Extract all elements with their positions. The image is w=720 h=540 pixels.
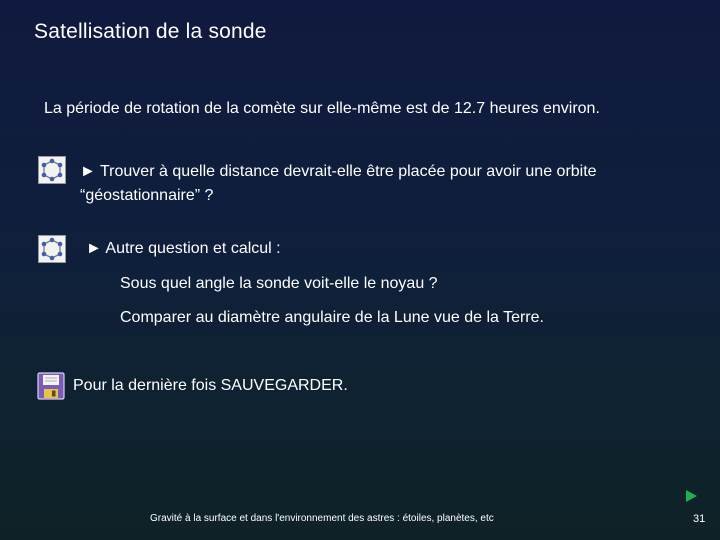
floppy-disk-icon[interactable] xyxy=(37,372,65,400)
footer-text: Gravité à la surface et dans l'environnement des astres : étoiles, planètes, etc xyxy=(150,513,494,524)
question-1-line-2: “géostationnaire” ? xyxy=(80,187,214,204)
geometry-tool-icon[interactable] xyxy=(38,156,66,184)
geometry-tool-icon[interactable] xyxy=(38,235,66,263)
next-arrow-icon[interactable] xyxy=(683,488,699,504)
question-2-sub-2: Comparer au diamètre angulaire de la Lune vue de la Terre. xyxy=(120,309,544,326)
intro-text: La période de rotation de la comète sur elle-même est de 12.7 heures environ. xyxy=(44,100,600,117)
question-2-sub-1: Sous quel angle la sonde voit-elle le noyau ? xyxy=(120,275,438,292)
question-1-line-1: ► Trouver à quelle distance devrait-elle être placée pour avoir une orbite xyxy=(80,163,597,180)
slide-title: Satellisation de la sonde xyxy=(34,20,267,43)
page-number: 31 xyxy=(693,513,706,525)
question-2-title: ► Autre question et calcul : xyxy=(86,240,281,257)
save-instruction: Pour la dernière fois SAUVEGARDER. xyxy=(73,377,348,394)
